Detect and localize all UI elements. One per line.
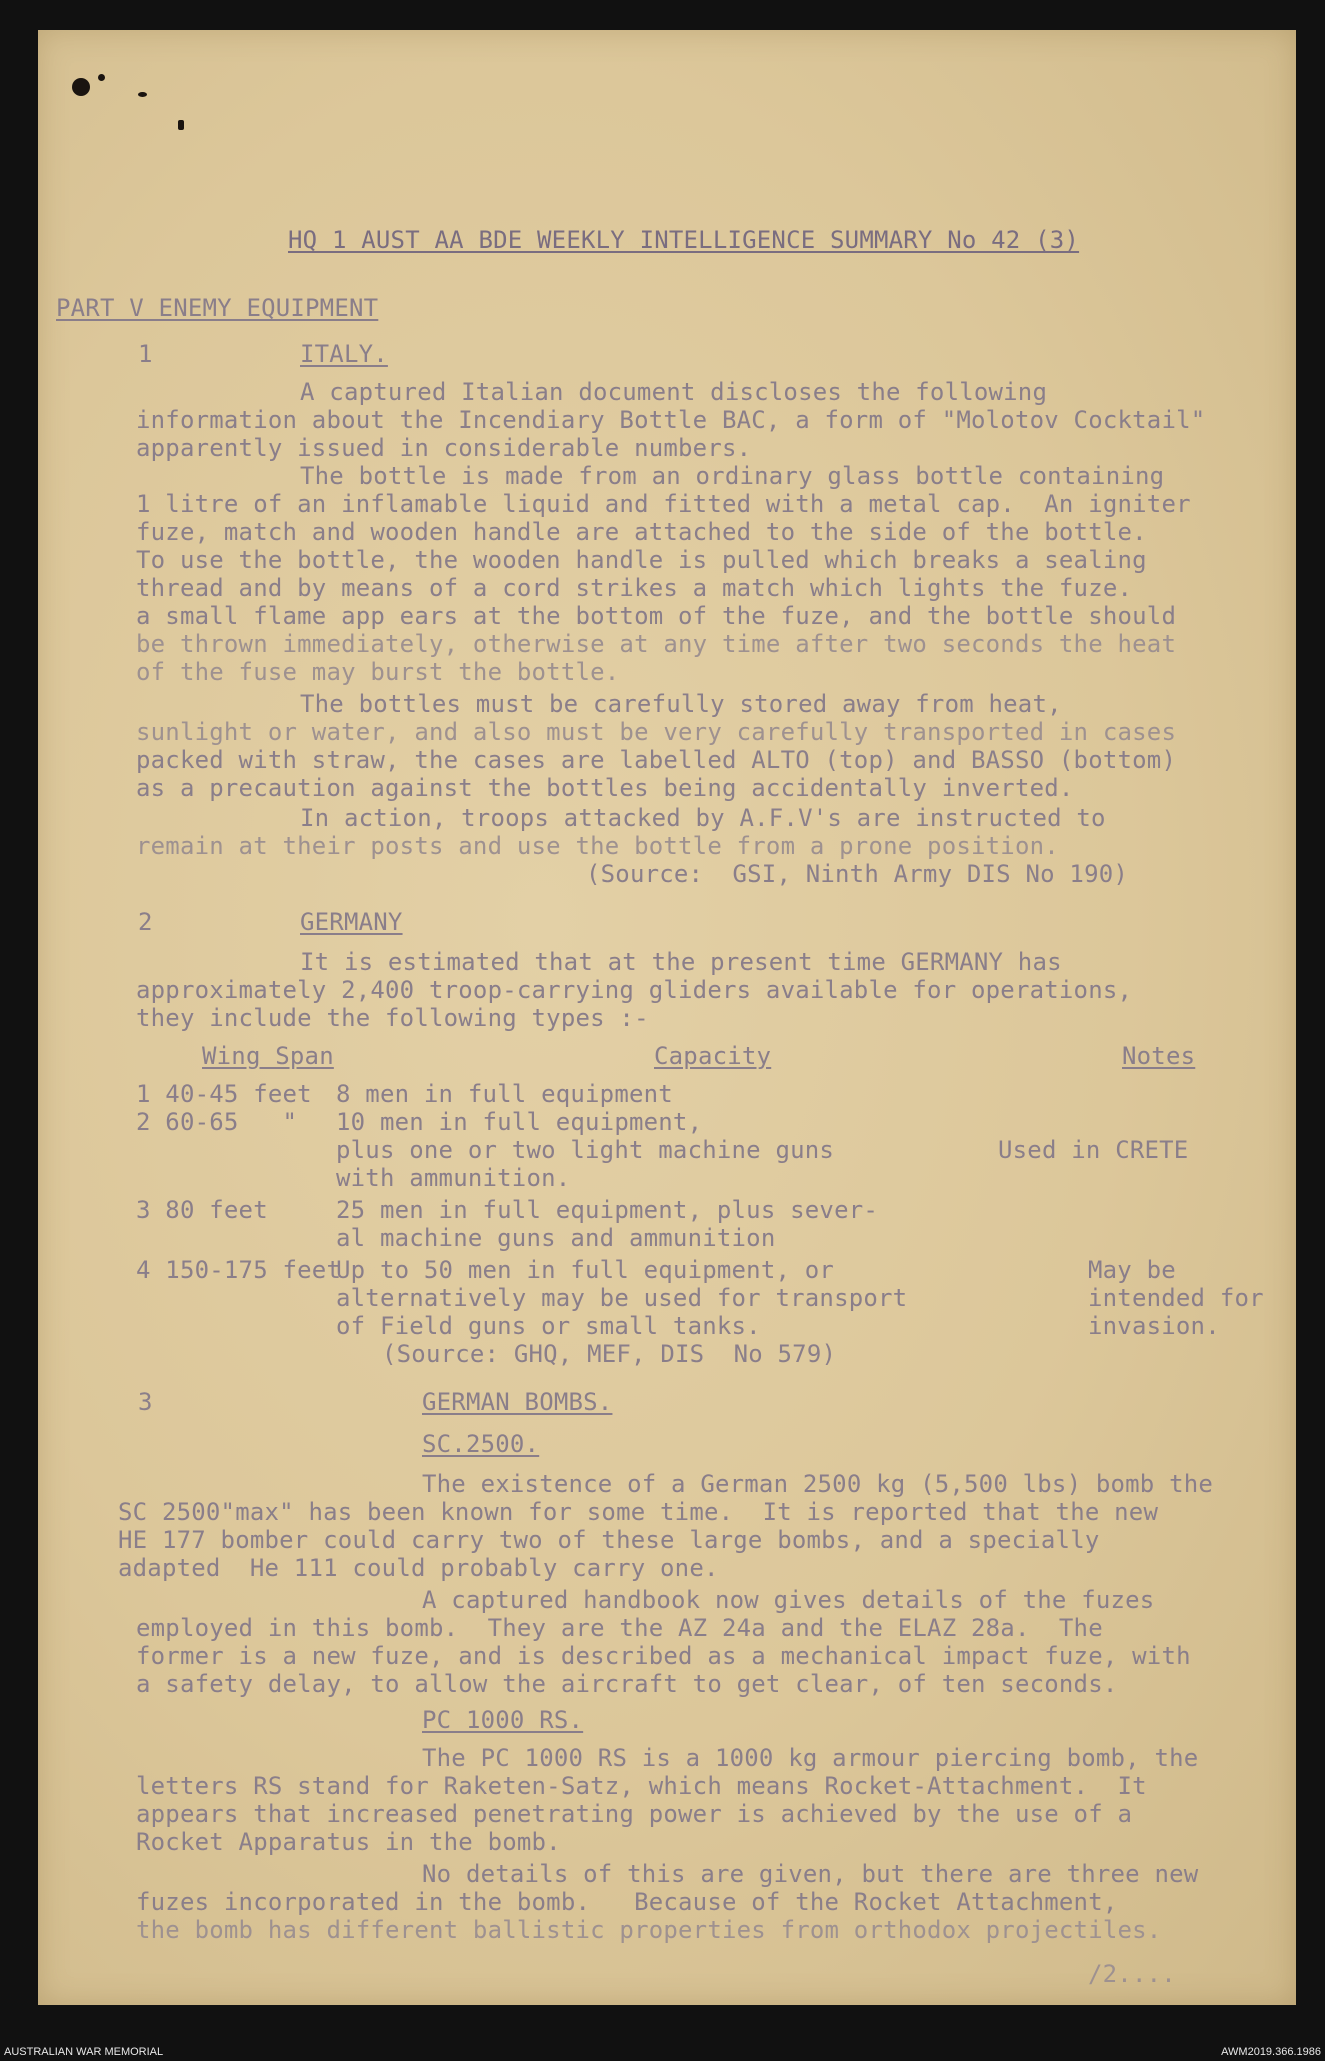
text-line: be thrown immediately, otherwise at any time after two seconds the heat <box>136 630 1177 658</box>
document-page <box>38 30 1296 2005</box>
table-header-notes: Notes <box>1122 1042 1196 1070</box>
text-line: fuze, match and wooden handle are attached to the side of the bottle. <box>136 518 1147 546</box>
text-line: A captured handbook now gives details of the fuzes <box>422 1586 1155 1614</box>
table-cell-capacity: with ammunition. <box>336 1164 571 1192</box>
section-title: ITALY. <box>300 340 388 368</box>
text-line: a small flame app ears at the bottom of the fuze, and the bottle should <box>136 602 1177 630</box>
text-line: apparently issued in considerable numbers. <box>136 434 752 462</box>
text-line: The existence of a German 2500 kg (5,500 lbs) bomb the <box>422 1470 1214 1498</box>
ink-speck <box>138 92 147 97</box>
ink-speck <box>98 74 105 81</box>
section-number: 3 <box>138 1388 153 1416</box>
text-line: In action, troops attacked by A.F.V's are instructed to <box>300 804 1106 832</box>
text-line: adapted He 111 could probably carry one. <box>118 1554 719 1582</box>
text-line: The bottles must be carefully stored away from heat, <box>300 690 1062 718</box>
source-citation: (Source: GSI, Ninth Army DIS No 190) <box>586 860 1129 888</box>
table-cell-span: 2 60-65 " <box>136 1108 298 1136</box>
table-cell-capacity: Up to 50 men in full equipment, or <box>336 1256 835 1284</box>
table-header-capacity: Capacity <box>654 1042 772 1070</box>
document-title: HQ 1 AUST AA BDE WEEKLY INTELLIGENCE SUMMARY No 42 (3) <box>288 226 1080 254</box>
text-line: information about the Incendiary Bottle BAC, a form of "Molotov Cocktail" <box>136 406 1206 434</box>
text-line: former is a new fuze, and is described as a mechanical impact fuze, with <box>136 1642 1191 1670</box>
table-cell-capacity: of Field guns or small tanks. <box>336 1312 761 1340</box>
table-cell-capacity: al machine guns and ammunition <box>336 1224 776 1252</box>
table-cell-span: 4 150-175 feet <box>136 1256 342 1284</box>
text-line: sunlight or water, and also must be very carefully transported in cases <box>136 718 1177 746</box>
section-title: GERMAN BOMBS. <box>422 1388 613 1416</box>
text-line: as a precaution against the bottles being accidentally inverted. <box>136 774 1074 802</box>
text-line: letters RS stand for Raketen-Satz, which means Rocket-Attachment. It <box>136 1772 1147 1800</box>
text-line: It is estimated that at the present time GERMANY has <box>300 948 1062 976</box>
table-cell-notes: Used in CRETE <box>998 1136 1189 1164</box>
table-cell-capacity: alternatively may be used for transport <box>336 1284 908 1312</box>
text-line: a safety delay, to allow the aircraft to get clear, of ten seconds. <box>136 1670 1118 1698</box>
text-line: the bomb has different ballistic properties from orthodox projectiles. <box>136 1916 1162 1944</box>
table-header-wing-span: Wing Span <box>202 1042 334 1070</box>
table-cell-notes: May be <box>1088 1256 1176 1284</box>
part-heading: PART V ENEMY EQUIPMENT <box>56 294 379 322</box>
table-cell-capacity: plus one or two light machine guns <box>336 1136 835 1164</box>
table-cell-capacity: 10 men in full equipment, <box>336 1108 703 1136</box>
footer-item-id: AWM2019.366.1986 <box>1221 2046 1321 2058</box>
punch-hole-mark <box>72 78 90 96</box>
text-line: No details of this are given, but there are three new <box>422 1860 1199 1888</box>
footer-archive-label: AUSTRALIAN WAR MEMORIAL <box>4 2046 164 2058</box>
section-number: 2 <box>138 908 153 936</box>
text-line: they include the following types :- <box>136 1004 649 1032</box>
section-title: GERMANY <box>300 908 403 936</box>
text-line: appears that increased penetrating power is achieved by the use of a <box>136 1800 1133 1828</box>
table-cell-capacity: 8 men in full equipment <box>336 1080 673 1108</box>
text-line: 1 litre of an inflamable liquid and fitted with a metal cap. An igniter <box>136 490 1191 518</box>
text-line: To use the bottle, the wooden handle is pulled which breaks a sealing <box>136 546 1147 574</box>
text-line: of the fuse may burst the bottle. <box>136 658 620 686</box>
page-continuation: /2.... <box>1088 1960 1176 1988</box>
text-line: thread and by means of a cord strikes a match which lights the fuze. <box>136 574 1133 602</box>
text-line: The bottle is made from an ordinary glass bottle containing <box>300 462 1165 490</box>
table-cell-span: 1 40-45 feet <box>136 1080 312 1108</box>
text-line: A captured Italian document discloses the following <box>300 378 1048 406</box>
table-cell-notes: intended for <box>1088 1284 1264 1312</box>
text-line: remain at their posts and use the bottle from a prone position. <box>136 832 1059 860</box>
text-line: fuzes incorporated in the bomb. Because of the Rocket Attachment, <box>136 1888 1118 1916</box>
text-line: The PC 1000 RS is a 1000 kg armour piercing bomb, the <box>422 1744 1199 1772</box>
table-cell-span: 3 80 feet <box>136 1196 268 1224</box>
text-line: Rocket Apparatus in the bomb. <box>136 1828 561 1856</box>
text-line: employed in this bomb. They are the AZ 24a and the ELAZ 28a. The <box>136 1614 1103 1642</box>
text-line: packed with straw, the cases are labelled ALTO (top) and BASSO (bottom) <box>136 746 1177 774</box>
subsection-title: SC.2500. <box>422 1430 540 1458</box>
subsection-title: PC 1000 RS. <box>422 1706 584 1734</box>
table-cell-notes: invasion. <box>1088 1312 1220 1340</box>
table-cell-capacity: 25 men in full equipment, plus sever- <box>336 1196 879 1224</box>
ink-speck <box>178 120 184 130</box>
section-number: 1 <box>138 340 153 368</box>
text-line: SC 2500"max" has been known for some time. It is reported that the new <box>118 1498 1159 1526</box>
source-citation: (Source: GHQ, MEF, DIS No 579) <box>382 1340 837 1368</box>
text-line: HE 177 bomber could carry two of these large bombs, and a specially <box>118 1526 1100 1554</box>
text-line: approximately 2,400 troop-carrying gliders available for operations, <box>136 976 1133 1004</box>
